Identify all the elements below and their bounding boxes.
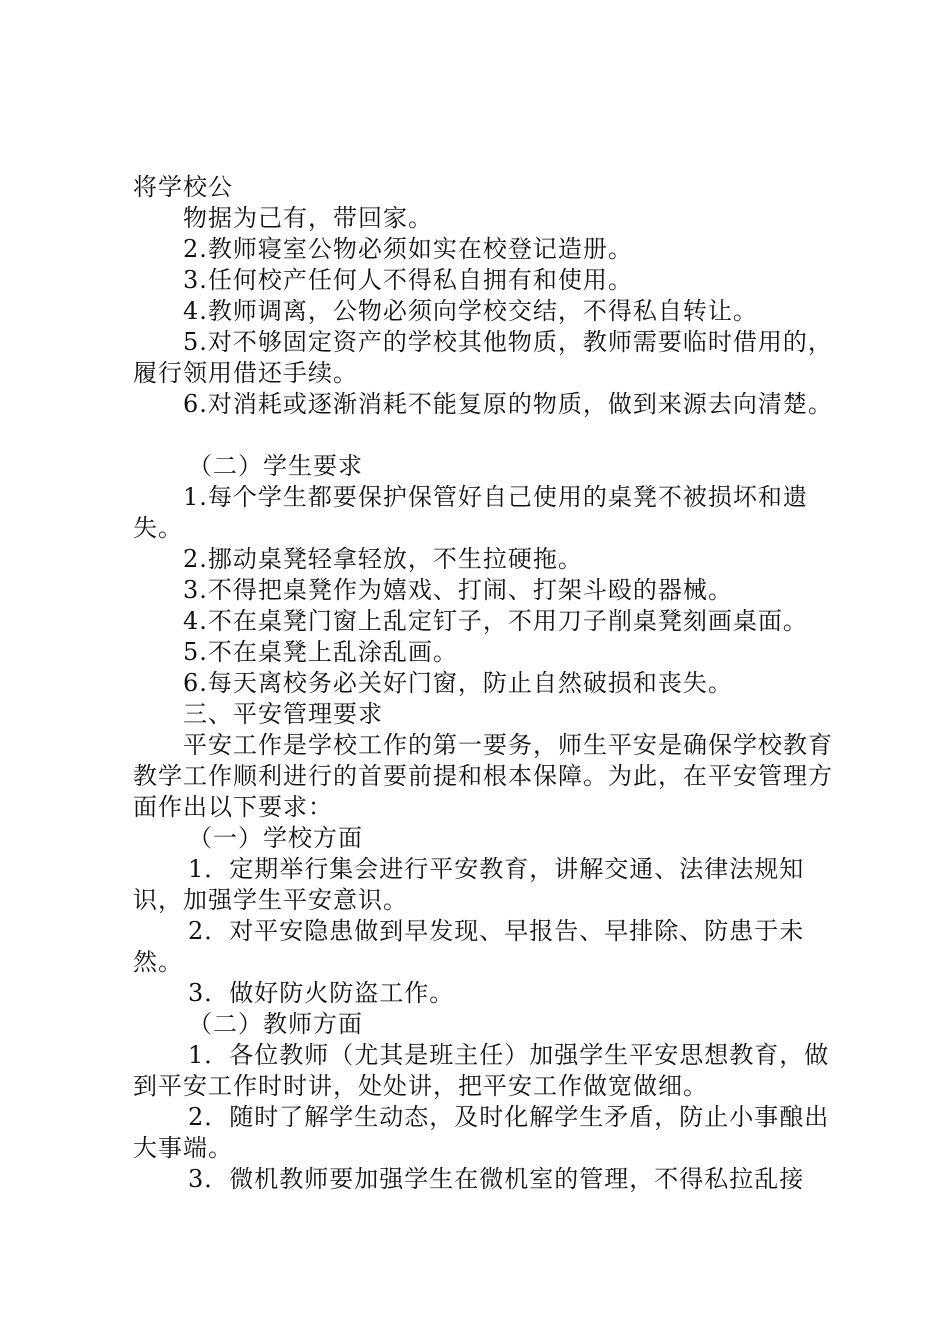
section-heading: （二）学生要求 — [188, 452, 363, 480]
document-body — [133, 172, 833, 1195]
section-heading: （二）教师方面 — [188, 1010, 363, 1038]
list-item: 6.每天离校务必关好门窗，防止自然破损和丧失。 — [183, 669, 733, 697]
list-item: 2.教师寝室公物必须如实在校登记造册。 — [183, 235, 633, 263]
list-item: 2．随时了解学生动态，及时化解学生矛盾，防止小事酿出大事端。 — [133, 1103, 830, 1162]
paragraph: 物据为己有，带回家。 — [183, 204, 433, 232]
section-heading: （一）学校方面 — [188, 824, 363, 852]
list-item: 3.不得把桌凳作为嬉戏、打闹、打架斗殴的器械。 — [183, 576, 733, 604]
list-item: 1．定期举行集会进行平安教育，讲解交通、法律法规知识，加强学生平安意识。 — [133, 855, 805, 914]
section-heading: 三、平安管理要求 — [183, 700, 383, 728]
list-item: 4.不在桌凳门窗上乱定钉子，不用刀子削桌凳刻画桌面。 — [183, 607, 808, 635]
list-item: 5.不在桌凳上乱涂乱画。 — [183, 638, 458, 666]
list-item: 3．微机教师要加强学生在微机室的管理，不得私拉乱接 — [188, 1165, 805, 1193]
list-item: 3.任何校产任何人不得私自拥有和使用。 — [183, 266, 633, 294]
list-item: 2．对平安隐患做到早发现、早报告、早排除、防患于未然。 — [133, 917, 805, 976]
paragraph: 将学校公 — [133, 173, 233, 201]
list-item: 3．做好防火防盗工作。 — [188, 979, 455, 1007]
list-item: 1．各位教师（尤其是班主任）加强学生平安思想教育，做到平安工作时时讲，处处讲，把平安工作做宽做细。 — [133, 1041, 830, 1100]
list-item: 6.对消耗或逐渐消耗不能复原的物质，做到来源去向清楚。 — [183, 390, 833, 418]
list-item: 2.挪动桌凳轻拿轻放，不生拉硬拖。 — [183, 545, 583, 573]
paragraph: 平安工作是学校工作的第一要务，师生平安是确保学校教育教学工作顺利进行的首要前提和根本保障。为此，在平安管理方面作出以下要求： — [133, 731, 833, 821]
list-item: 5.对不够固定资产的学校其他物质，教师需要临时借用的，履行领用借还手续。 — [133, 328, 833, 387]
list-item: 4.教师调离，公物必须向学校交结，不得私自转让。 — [183, 297, 758, 325]
list-item: 1.每个学生都要保护保管好自己使用的桌凳不被损坏和遗失。 — [133, 483, 808, 542]
paragraph-gap — [133, 420, 833, 451]
